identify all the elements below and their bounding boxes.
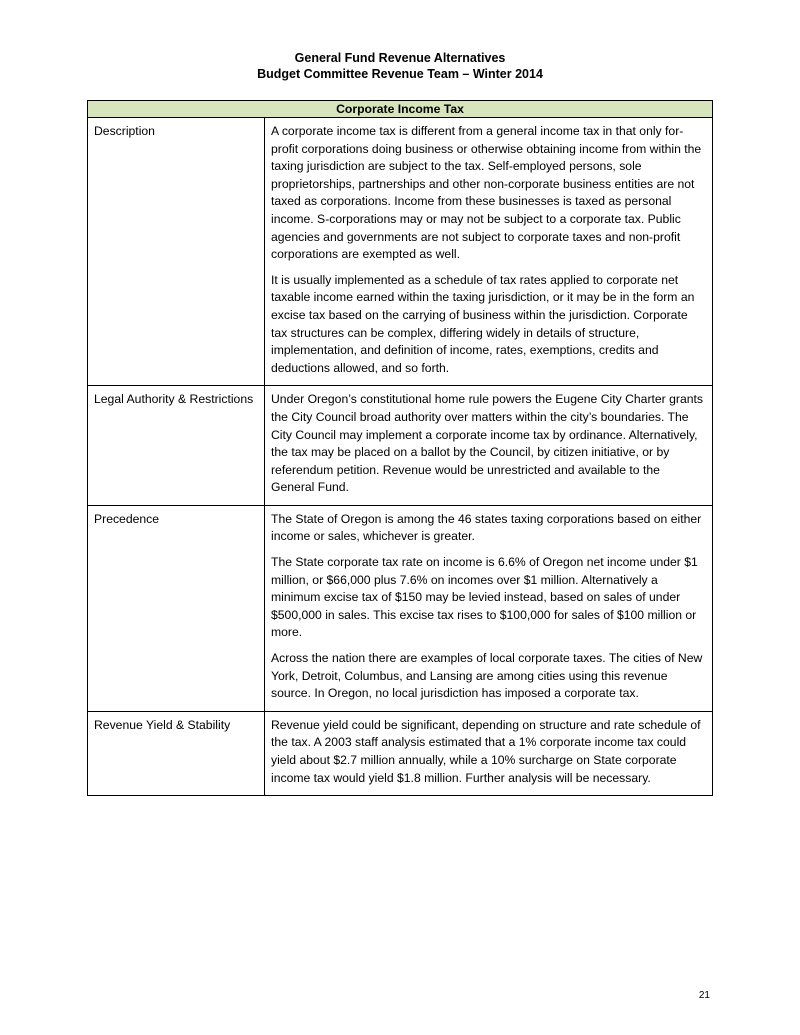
page-number: 21 <box>698 990 710 1001</box>
paragraph: Across the nation there are examples of local corporate taxes. The cities of New York, Detroit, Columbus, and Lansing are among cities using this revenue source. In Oregon, no local jurisdiction has imposed a corporate tax. <box>271 651 703 701</box>
paragraph: A corporate income tax is different from a general income tax in that only for-profit corporations doing business or otherwise obtaining income from within the taxing jurisdiction are subject to the tax. Self-employed persons, sole proprietorships, partnerships and other non-corporate business entities are not taxed as corporations. Income from these businesses is taxed as personal income. S-corporations may or may not be subject to a corporate tax. Public agencies and governments are not subject to corporate taxes and non-profit corporations are exempted as well. <box>271 124 702 262</box>
revenue-table <box>87 100 713 796</box>
row-label: Legal Authority & Restrictions <box>88 386 265 506</box>
table-row-precedence <box>88 505 713 711</box>
table-row-description <box>88 118 713 386</box>
table-header-row <box>88 101 713 118</box>
paragraph: The State corporate tax rate on income is 6.6% of Oregon net income under $1 million, or $66,000 plus 7.6% on incomes over $1 million. Alternatively a minimum excise tax of $150 may be levied instead, based on sales of under $500,000 in sales. This excise tax rises to $100,000 for sales of $100 million or more. <box>271 555 698 640</box>
paragraph: The State of Oregon is among the 46 states taxing corporations based on either income or sales, whichever is greater. <box>271 511 702 544</box>
row-content <box>265 386 713 506</box>
row-content <box>265 118 713 386</box>
row-label: Precedence <box>88 505 265 711</box>
paragraph: Under Oregon’s constitutional home rule powers the Eugene City Charter grants the City Council broad authority over matters within the city’s boundaries. The City Council may implement a corporate income tax by ordinance. Alternatively, the tax may be placed on a ballot by the Council, by citizen initiative, or by referendum petition. Revenue would be unrestricted and available to the General Fund. <box>271 392 703 495</box>
table-row-legal-authority <box>88 386 713 506</box>
row-label: Revenue Yield & Stability <box>88 711 265 795</box>
document-title: General Fund Revenue Alternatives <box>294 51 506 65</box>
row-content <box>265 711 713 795</box>
row-content <box>265 505 713 711</box>
document-subtitle: Budget Committee Revenue Team – Winter 2014 <box>257 67 543 81</box>
paragraph: It is usually implemented as a schedule of tax rates applied to corporate net taxable income earned within the taxing jurisdiction, or it may be in the form an excise tax based on the carrying of business within the jurisdiction. Corporate tax structures can be complex, differing widely in details of structure, implementation, and definition of income, rates, exemptions, credits and deductions allowed, and so forth. <box>271 272 695 375</box>
document-header <box>0 50 800 82</box>
table-row-revenue-yield <box>88 711 713 795</box>
row-label: Description <box>88 118 265 386</box>
paragraph: Revenue yield could be significant, depending on structure and rate schedule of the tax. A 2003 staff analysis estimated that a 1% corporate income tax could yield about $2.7 million annually, while a 10% surcharge on State corporate income tax would yield $1.8 million. Further analysis will be necessary. <box>271 717 701 785</box>
table-title: Corporate Income Tax <box>88 101 713 118</box>
